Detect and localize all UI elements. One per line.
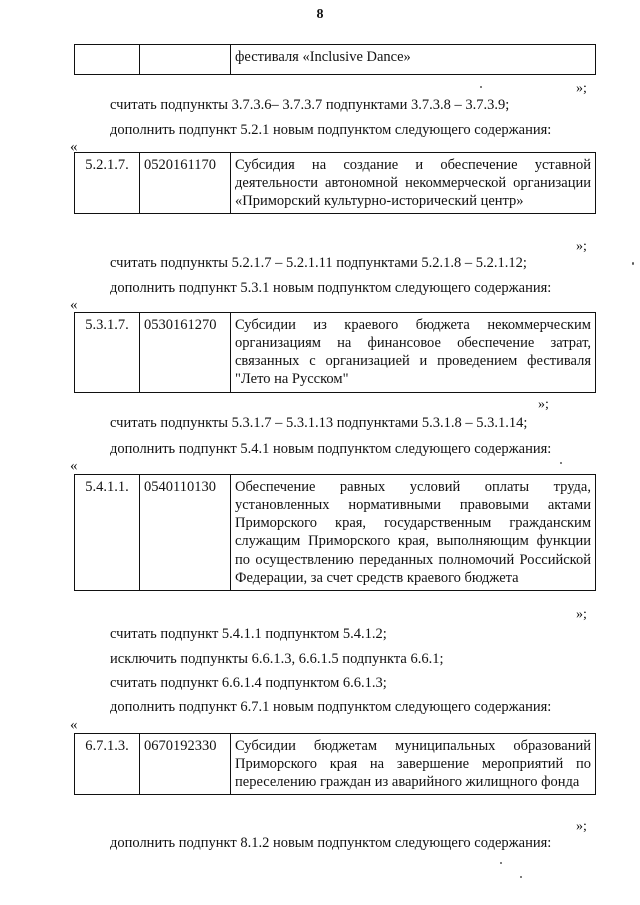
closing-quote: »; <box>576 81 587 96</box>
paragraph: дополнить подпункт 8.1.2 новым подпунктом следующего содержания: <box>110 835 552 851</box>
opening-quote: « <box>70 297 78 313</box>
row-number-cell <box>75 45 140 75</box>
page-number: 8 <box>316 7 324 22</box>
opening-quote: « <box>70 717 78 733</box>
paragraph: считать подпункты 3.7.3.6– 3.7.3.7 подпунктами 3.7.3.8 – 3.7.3.9; <box>110 97 510 113</box>
paragraph: исключить подпункты 6.6.1.3, 6.6.1.5 подпункта 6.6.1; <box>110 651 444 667</box>
scan-speck <box>560 462 562 464</box>
table-row <box>74 152 596 214</box>
code-cell: 0670192330 <box>140 734 231 795</box>
description-cell: Обеспечение равных условий оплаты труда, установленных нормативными правовыми актами Приморского края, государственным гражданским служащим Приморского края, выполняющим функции по осуществлению переданных полномочий Российской Федерации, за счет средств краевого бюджета <box>231 475 596 591</box>
scan-speck <box>520 876 522 878</box>
table-row <box>74 474 596 591</box>
scan-speck <box>480 86 482 88</box>
paragraph: считать подпункт 5.4.1.1 подпунктом 5.4.1.2; <box>110 626 387 642</box>
description-cell: фестиваля «Inclusive Dance» <box>231 45 596 75</box>
description-cell: Субсидии из краевого бюджета некоммерческим организациям на финансовое обеспечение затрат, связанных с организацией и проведением фестиваля "Лето на Русском" <box>231 313 596 393</box>
code-cell: 0530161270 <box>140 313 231 393</box>
paragraph: считать подпункты 5.3.1.7 – 5.3.1.13 подпунктами 5.3.1.8 – 5.3.1.14; <box>110 415 528 431</box>
closing-quote: »; <box>576 819 587 834</box>
description-cell: Субсидия на создание и обеспечение уставной деятельности автономной некоммерческой организации «Приморский культурно-исторический центр» <box>231 153 596 214</box>
paragraph: считать подпункты 5.2.1.7 – 5.2.1.11 подпунктами 5.2.1.8 – 5.2.1.12; <box>110 255 527 271</box>
code-cell <box>140 45 231 75</box>
opening-quote: « <box>70 458 78 474</box>
closing-quote: »; <box>576 607 587 622</box>
table-row <box>74 312 596 393</box>
scan-speck <box>500 862 502 864</box>
scan-speck <box>632 262 634 265</box>
description-cell: Субсидии бюджетам муниципальных образований Приморского края на завершение мероприятий по переселению граждан из аварийного жилищного фонда <box>231 734 596 795</box>
opening-quote: « <box>70 139 78 155</box>
table-row <box>74 733 596 795</box>
closing-quote: »; <box>538 397 549 412</box>
code-cell: 0540110130 <box>140 475 231 591</box>
paragraph: считать подпункт 6.6.1.4 подпунктом 6.6.1.3; <box>110 675 387 691</box>
row-number-cell: 5.2.1.7. <box>75 153 140 214</box>
row-number-cell: 5.4.1.1. <box>75 475 140 591</box>
row-number-cell: 6.7.1.3. <box>75 734 140 795</box>
paragraph: дополнить подпункт 5.2.1 новым подпунктом следующего содержания: <box>110 122 552 138</box>
code-cell: 0520161170 <box>140 153 231 214</box>
paragraph: дополнить подпункт 5.3.1 новым подпунктом следующего содержания: <box>110 280 552 296</box>
table-row <box>74 44 596 75</box>
closing-quote: »; <box>576 239 587 254</box>
row-number-cell: 5.3.1.7. <box>75 313 140 393</box>
paragraph: дополнить подпункт 5.4.1 новым подпунктом следующего содержания: <box>110 441 552 457</box>
paragraph: дополнить подпункт 6.7.1 новым подпунктом следующего содержания: <box>110 699 552 715</box>
